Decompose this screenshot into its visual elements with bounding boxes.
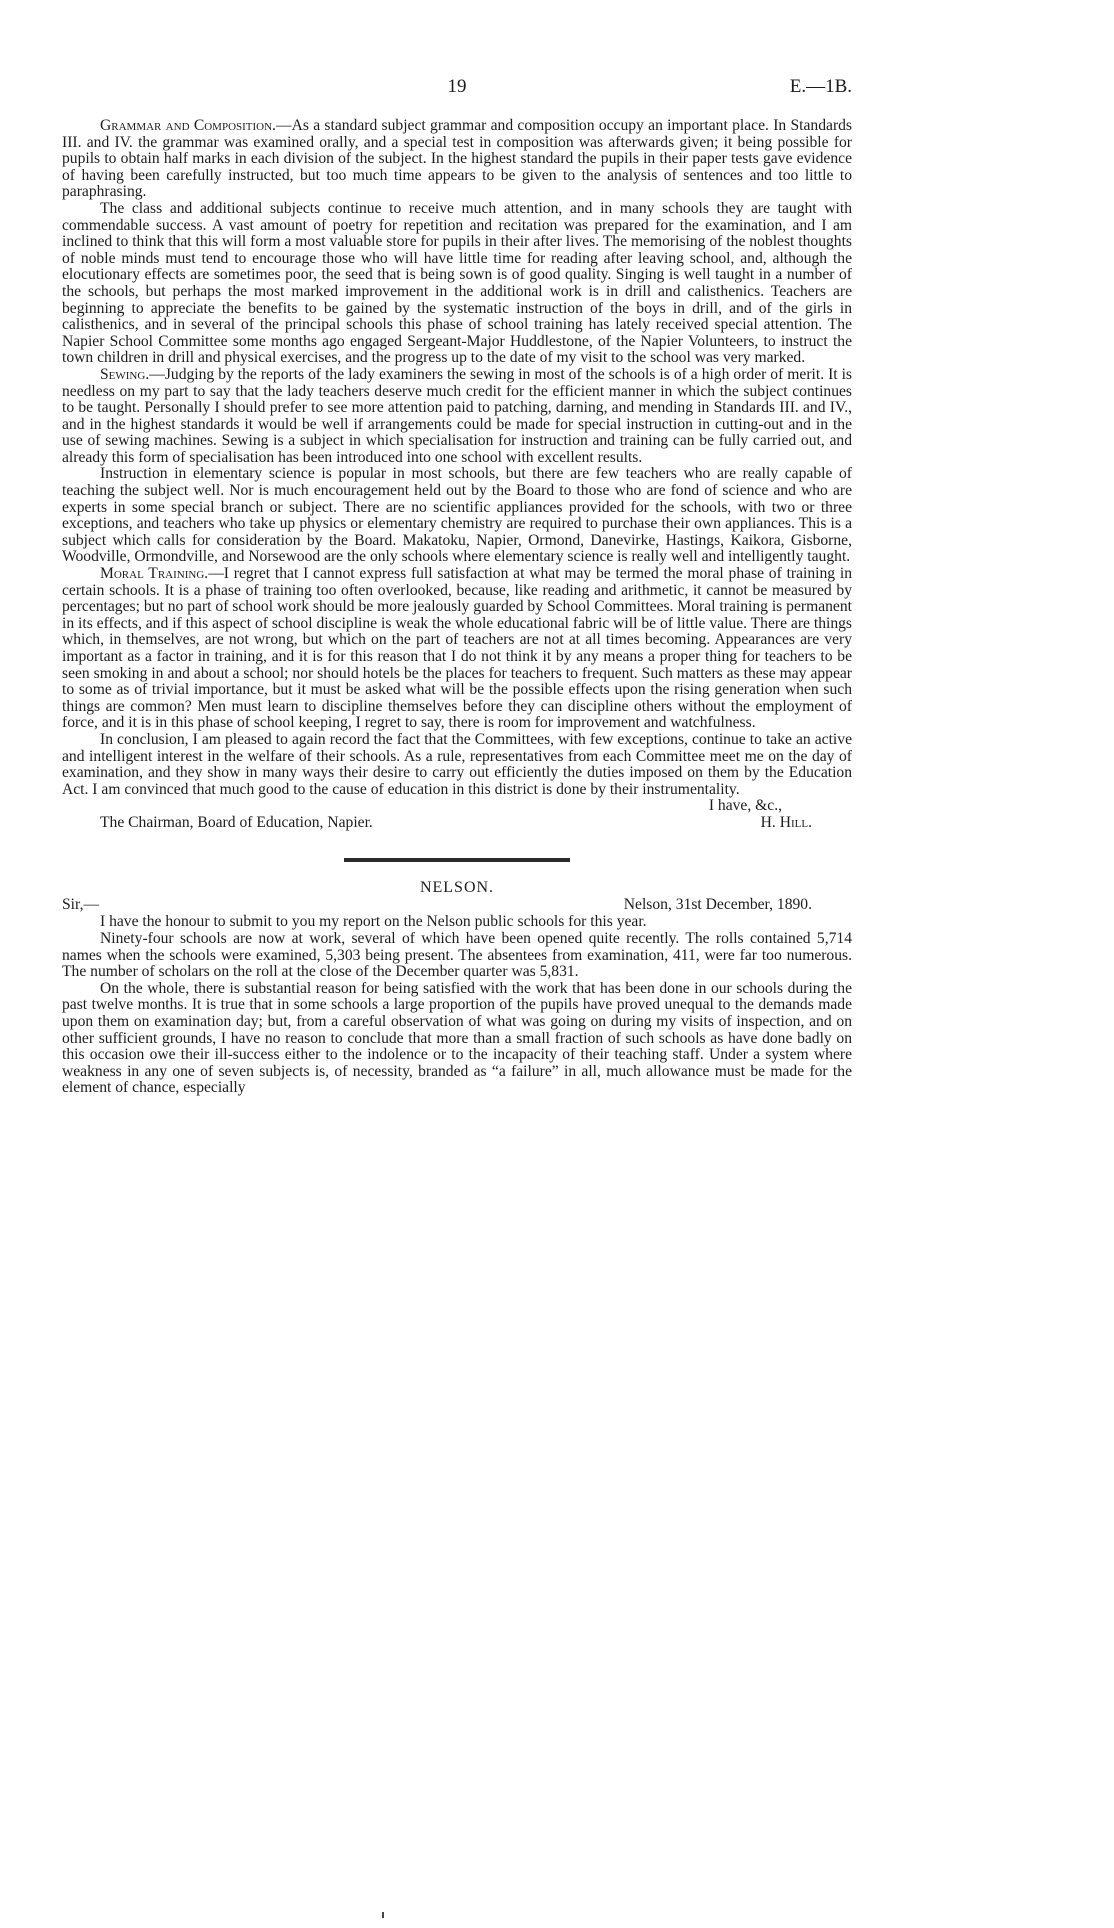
page-number: 19 <box>447 76 467 97</box>
paragraph-intro: I have the honour to submit to you my report on the Nelson public schools for this year. <box>100 913 647 931</box>
page-header <box>62 76 852 104</box>
letter-date: Nelson, 31st December, 1890. <box>623 896 812 914</box>
heading-sewing: Sewing. <box>100 365 150 383</box>
addressee: The Chairman, Board of Education, Napier. <box>100 814 373 832</box>
document-body <box>62 118 852 1097</box>
heading-moral-training: Moral Training. <box>100 565 209 583</box>
salutation: Sir,— <box>62 896 100 914</box>
paragraph-conclusion: In conclusion, I am pleased to again record the fact that the Committees, with few exceptions, continue to take an active and intelligent interest in the welfare of their schools. As a rule, representatives from each Committee meet me on the day of examination, and they show in many ways their desire to carry out efficiently the duties imposed on them by the Education Act. I am convinced that much good to the cause of education in this district is done by their instrumentality. <box>62 730 852 798</box>
paragraph-science: Instruction in elementary science is popular in most schools, but there are few teachers who are really capable of teaching the subject well. Nor is much encouragement held out by the Board to those who are fond of science and who are experts in some special branch or subject. There are no scientific appliances provided for the schools, with two or three exceptions, and teachers who take up physics or elementary chemistry are required to purchase their own appliances. This is a subject which calls for consideration by the Board. Makatoku, Napier, Ormond, Danevirke, Hastings, Kaikora, Gisborne, Woodville, Ormondville, and Norsewood are the only schools where elementary science is really well and intelligently taught. <box>62 465 852 566</box>
paragraph-schools: Ninety-four schools are now at work, several of which have been opened quite recently. The rolls contained 5,714 names when the schools were examined, 5,303 being present. The absentees from examination, 411, were far too numerous. The number of scholars on the roll at the close of the December quarter was 5,831. <box>62 929 852 981</box>
section-divider <box>344 858 570 862</box>
document-reference: E.—1B. <box>789 76 852 97</box>
paragraph-on-the-whole: On the whole, there is substantial reason for being satisfied with the work that has been done in our schools during the past twelve months. It is true that in some schools a large proportion of the pupils have proved unequal to the demands made upon them on examination day; but, from a careful observation of what was going on during my visits of inspection, and on other sufficient grounds, I have no reason to conclude that more than a small fraction of such schools as have done badly on this occasion owe their ill-success either to the indolence or to the incapacity of their teaching staff. Under a system where weakness in any one of seven subjects is, of necessity, branded as “a failure” in all, much allowance must be made for the element of chance, especially <box>62 979 852 1097</box>
paragraph-class-subjects: The class and additional subjects continue to receive much attention, and in many schools they are taught with commendable success. A vast amount of poetry for repetition and recitation was prepared for the examination, and I am inclined to think that this will form a most valuable store for pupils in their after lives. The memorising of the noblest thoughts of noble minds must tend to encourage those who will have little time for reading after leaving school, and, although the elocutionary effects are sometimes poor, the seed that is being sown is of good quality. Singing is well taught in a number of the schools, but perhaps the most marked improvement in the additional work is in drill and calisthenics. Teachers are beginning to appreciate the benefits to be gained by the systematic instruction of the boys in drill, and of the girls in calisthenics, and in several of the principal schools this phase of school training has lately received special attention. The Napier School Committee some months ago engaged Sergeant-Major Huddlestone, of the Napier Volunteers, to instruct the town children in drill and physical exercises, and the progress up to the date of my visit to the school was very marked. <box>62 199 852 367</box>
print-mark <box>382 1912 384 1918</box>
section-title-nelson: NELSON. <box>419 879 495 897</box>
signature: H. Hill. <box>760 814 812 832</box>
text-sewing: —Judging by the reports of the lady examiners the sewing in most of the schools is of a high order of merit. It is needless on my part to say that the lady teachers deserve much credit for the efficient manner in which the subject continues to be taught. Personally I should prefer to see more attention paid to patching, darning, and mending in Standards III. and IV., and in the highest standards it would be well if arrangements could be made for special instruction in cutting-out and in the use of sewing machines. Sewing is a subject in which specialisation for instruction and training can be fully carried out, and already this form of specialisation has been introduced into one school with excellent results. <box>62 365 852 466</box>
text-moral-training: —I regret that I cannot express full satisfaction at what may be termed the moral phase of training in certain schools. It is a phase of training too often overlooked, because, like reading and arithmetic, it cannot be measured by percentages; but no part of school work should be more jealously guarded by School Committees. Moral training is permanent in its effects, and if this aspect of school discipline is weak the whole educational fabric will be of little value. There are things which, in themselves, are not wrong, but which on the part of teachers are not at all times becoming. Appearances are very important as a factor in training, and it is for this reason that I do not think it by any means a proper thing for teachers to be seen smoking in and about a school; nor should hotels be the places for teachers to frequent. Such matters as these may appear to some as of trivial importance, but it must be asked what will be the possible effects upon the rising generation when such things are common? Men must learn to discipline themselves before they can discipline others without the employment of force, and it is in this phase of school keeping, I regret to say, there is room for improvement and watchfulness. <box>62 565 852 732</box>
letter-closing: I have, &c., <box>708 797 782 815</box>
text-grammar: —As a standard subject grammar and composition occupy an important place. In Standards III. and IV. the grammar was examined orally, and a special test in composition was afterwards given; it being possible for pupils to obtain half marks in each division of the subject. In the highest standard the pupils in their paper tests gave evidence of having been carefully instructed, but too much time appears to be given to the analysis of sentences and too little to paraphrasing. <box>62 117 852 201</box>
signature-row <box>62 815 852 832</box>
paragraph-moral-training <box>62 566 852 732</box>
heading-grammar: Grammar and Composition. <box>100 117 276 134</box>
salutation-row <box>62 897 852 914</box>
paragraph-grammar <box>62 118 852 201</box>
paragraph-sewing <box>62 367 852 467</box>
